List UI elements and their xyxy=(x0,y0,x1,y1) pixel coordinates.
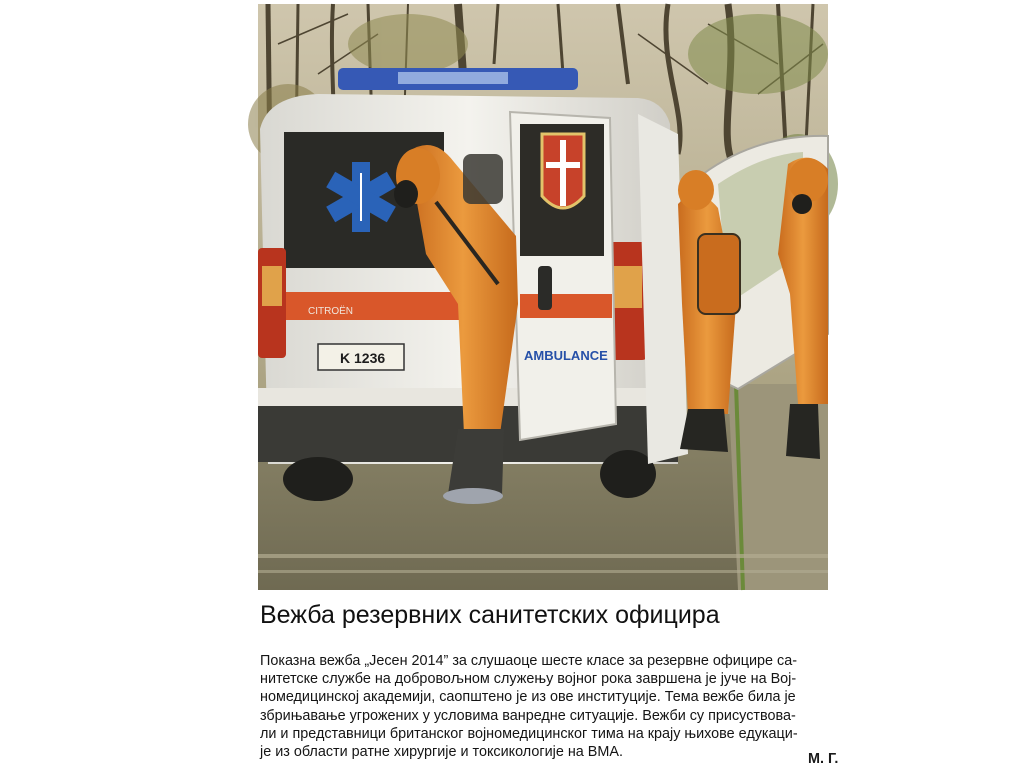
article-body xyxy=(260,652,848,761)
coat-of-arms xyxy=(542,134,584,208)
ambulance-side-text: AMBULANCE xyxy=(524,348,608,363)
rear-brand: CITROËN xyxy=(308,306,353,317)
newspaper-clipping xyxy=(258,0,839,768)
article-body-line: Показна вежба „Јесен 2014” за слушаоце шесте класе за резервне официре са- xyxy=(260,653,798,669)
article-body-line: номедицинској академији, саопштено је из ове институције. Тема вежбе била је xyxy=(260,689,796,706)
door-handle xyxy=(538,266,552,310)
article-body-line: збрињавање угрожених у условима ванредне ситуације. Вежби су присуствова- xyxy=(260,707,796,724)
plate-number: K 1236 xyxy=(340,350,386,366)
wheel-right xyxy=(600,450,656,498)
article-byline: М. Г. xyxy=(808,751,839,767)
article-headline: Вежба резервних санитетских официра xyxy=(260,601,720,629)
article-body-line: је из области ратне хирургије и токсикологије на ВМА. xyxy=(260,744,623,761)
article-body-line: нитетске службе на добровољном служењу војног рока завршена је јуче на Вој- xyxy=(260,671,797,688)
article-photo xyxy=(258,4,828,590)
article-body-line: ли и представници британског војномедицинског тима на крају њихове едукаци- xyxy=(260,725,798,742)
wheel-left xyxy=(283,457,353,501)
